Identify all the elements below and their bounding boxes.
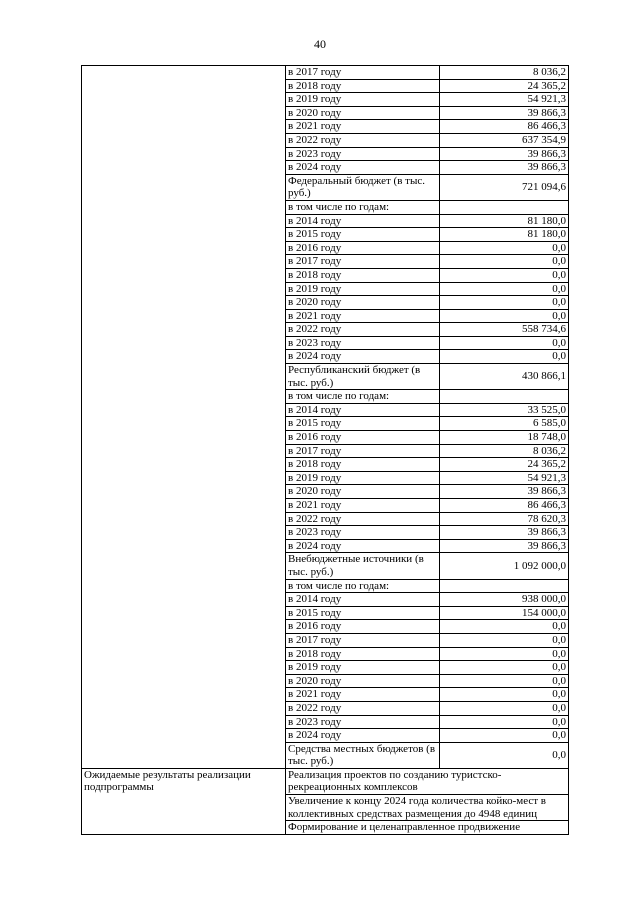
row-value: 0,0 [440,255,569,269]
row-value: 0,0 [440,350,569,364]
row-label: в 2016 году [286,241,440,255]
row-value: 0,0 [440,729,569,743]
row-label: в 2020 году [286,106,440,120]
row-value [440,200,569,214]
row-value: 0,0 [440,661,569,675]
row-value: 81 180,0 [440,214,569,228]
row-value: 0,0 [440,336,569,350]
row-value: 0,0 [440,309,569,323]
row-value: 0,0 [440,742,569,768]
row-value: 39 866,3 [440,539,569,553]
row-label: в 2023 году [286,526,440,540]
row-value: 721 094,6 [440,174,569,200]
row-label: в 2020 году [286,674,440,688]
results-item: Увеличение к концу 2024 года количества койко-мест в коллективных средствах размещения до 4948 единиц [286,795,569,821]
row-label: в том числе по годам: [286,200,440,214]
row-label: в 2021 году [286,309,440,323]
row-value: 78 620,3 [440,512,569,526]
row-value: 430 866,1 [440,364,569,390]
results-item: Формирование и целенаправленное продвижение [286,821,569,835]
row-value: 637 354,9 [440,133,569,147]
row-label: в 2023 году [286,715,440,729]
row-value: 86 466,3 [440,120,569,134]
row-label: в 2015 году [286,417,440,431]
page-number: 40 [314,37,326,51]
row-value: 54 921,3 [440,471,569,485]
row-value: 0,0 [440,674,569,688]
row-label: в 2017 году [286,66,440,80]
row-value: 39 866,3 [440,526,569,540]
row-value: 0,0 [440,241,569,255]
row-value: 18 748,0 [440,431,569,445]
row-label: в 2019 году [286,661,440,675]
row-label: в 2023 году [286,336,440,350]
row-label: в 2016 году [286,620,440,634]
row-label: в 2024 году [286,539,440,553]
row-label: в 2024 году [286,161,440,175]
row-value [440,579,569,593]
row-label: в 2017 году [286,444,440,458]
row-label: Федеральный бюджет (в тыс. руб.) [286,174,440,200]
row-value: 938 000,0 [440,593,569,607]
row-value: 39 866,3 [440,106,569,120]
row-label: в 2018 году [286,647,440,661]
row-label: в 2021 году [286,120,440,134]
row-value: 0,0 [440,633,569,647]
budget-table [81,65,569,835]
row-label: в 2020 году [286,485,440,499]
row-value: 0,0 [440,620,569,634]
row-value: 154 000,0 [440,606,569,620]
row-value: 0,0 [440,282,569,296]
row-value: 24 365,2 [440,79,569,93]
row-value: 0,0 [440,268,569,282]
row-value [440,390,569,404]
row-value: 81 180,0 [440,228,569,242]
row-value: 0,0 [440,296,569,310]
results-row [82,768,569,794]
row-label: в 2016 году [286,431,440,445]
results-item: Реализация проектов по созданию туристско-рекреационных комплексов [286,768,569,794]
row-value: 0,0 [440,688,569,702]
row-label: в 2024 году [286,350,440,364]
row-label: Средства местных бюджетов (в тыс. руб.) [286,742,440,768]
row-label: в 2019 году [286,93,440,107]
row-label: в 2018 году [286,79,440,93]
row-value: 33 525,0 [440,403,569,417]
row-value: 39 866,3 [440,147,569,161]
row-label: в 2024 году [286,729,440,743]
row-value: 8 036,2 [440,66,569,80]
row-label: в 2019 году [286,471,440,485]
row-value: 54 921,3 [440,93,569,107]
row-value: 24 365,2 [440,458,569,472]
row-value: 558 734,6 [440,323,569,337]
row-label: в 2017 году [286,633,440,647]
empty-label-cell [82,66,286,769]
row-label: в 2021 году [286,499,440,513]
row-label: в 2015 году [286,228,440,242]
row-label: в 2023 году [286,147,440,161]
row-value: 86 466,3 [440,499,569,513]
row-label: в 2014 году [286,593,440,607]
row-value: 0,0 [440,701,569,715]
results-heading: Ожидаемые результаты реализации подпрограммы [82,768,286,834]
row-value: 0,0 [440,715,569,729]
row-label: Республиканский бюджет (в тыс. руб.) [286,364,440,390]
row-label: в том числе по годам: [286,390,440,404]
row-label: в 2018 году [286,268,440,282]
row-value: 1 092 000,0 [440,553,569,579]
row-value: 8 036,2 [440,444,569,458]
row-label: в 2020 году [286,296,440,310]
row-label: в 2015 году [286,606,440,620]
row-label: в 2022 году [286,701,440,715]
table-row [82,66,569,80]
row-label: Внебюджетные источники (в тыс. руб.) [286,553,440,579]
row-label: в том числе по годам: [286,579,440,593]
row-value: 6 585,0 [440,417,569,431]
row-label: в 2014 году [286,403,440,417]
row-value: 0,0 [440,647,569,661]
row-label: в 2014 году [286,214,440,228]
row-label: в 2021 году [286,688,440,702]
row-label: в 2022 году [286,133,440,147]
row-label: в 2022 году [286,323,440,337]
row-value: 39 866,3 [440,485,569,499]
row-label: в 2018 году [286,458,440,472]
row-label: в 2022 году [286,512,440,526]
row-label: в 2019 году [286,282,440,296]
row-value: 39 866,3 [440,161,569,175]
row-label: в 2017 году [286,255,440,269]
